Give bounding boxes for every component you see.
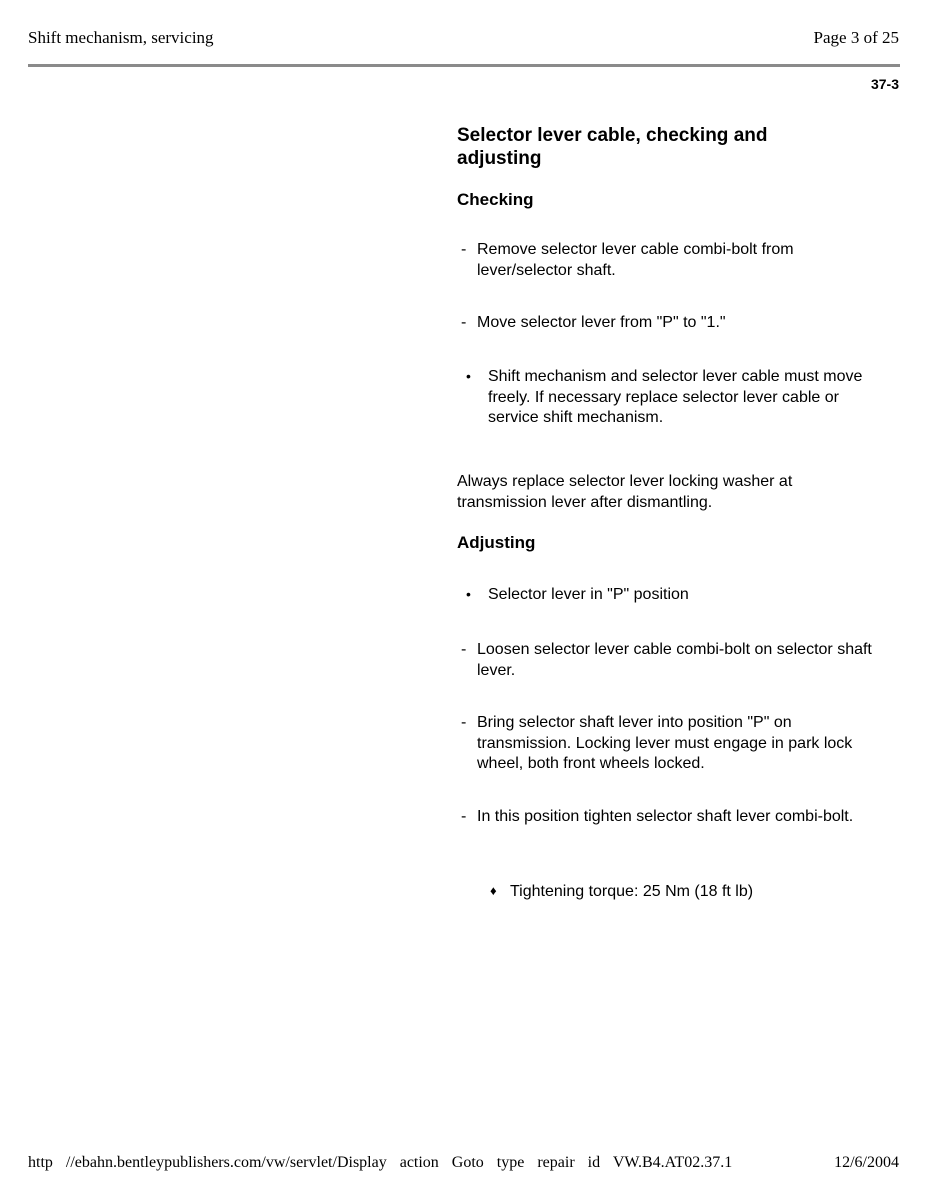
list-item-text: Selector lever in "P" position xyxy=(488,586,689,603)
list-item xyxy=(466,585,866,606)
page-number: Page 3 of 25 xyxy=(813,28,899,47)
footer-url: http //ebahn.bentleypublishers.com/vw/servlet/Display action Goto type repair id VW.B4.AT02.37.1 xyxy=(28,1154,733,1171)
dash-marker: - xyxy=(461,314,467,331)
footer-date: 12/6/2004 xyxy=(834,1154,899,1171)
checking-heading: Checking xyxy=(457,190,534,209)
header-divider xyxy=(28,64,900,67)
list-item xyxy=(461,713,881,775)
list-item-text: In this position tighten selector shaft lever combi-bolt. xyxy=(477,808,854,825)
spec-text: Tightening torque: 25 Nm (18 ft lb) xyxy=(510,883,754,900)
list-item xyxy=(466,367,866,429)
dash-marker: - xyxy=(461,241,467,258)
bullet-marker: • xyxy=(466,368,471,384)
list-item xyxy=(461,240,881,281)
list-item xyxy=(461,313,881,334)
dash-marker: - xyxy=(461,714,467,731)
list-item-text: Shift mechanism and selector lever cable must move freely. If necessary replace selector lever cable or service shift mechanism. xyxy=(488,368,863,426)
adjusting-heading: Adjusting xyxy=(457,533,536,552)
note-text: Always replace selector lever locking washer at transmission lever after dismantling. xyxy=(457,473,793,511)
section-title: Selector lever cable, checking and adjusting xyxy=(457,125,768,169)
list-item-text: Move selector lever from "P" to "1." xyxy=(477,314,726,331)
bullet-marker: • xyxy=(466,586,471,602)
header-title: Shift mechanism, servicing xyxy=(28,28,214,47)
list-item xyxy=(461,640,881,681)
diamond-icon: ♦ xyxy=(490,883,497,898)
page-code: 37-3 xyxy=(870,76,899,92)
dash-marker: - xyxy=(461,808,467,825)
list-item-text: Remove selector lever cable combi-bolt from lever/selector shaft. xyxy=(477,241,794,279)
list-item-text: Loosen selector lever cable combi-bolt on selector shaft lever. xyxy=(477,641,872,679)
dash-marker: - xyxy=(461,641,467,658)
spec-item xyxy=(490,882,870,903)
list-item-text: Bring selector shaft lever into position "P" on transmission. Locking lever must engage in park lock wheel, both front wheels locked. xyxy=(477,714,853,772)
list-item xyxy=(461,807,881,828)
